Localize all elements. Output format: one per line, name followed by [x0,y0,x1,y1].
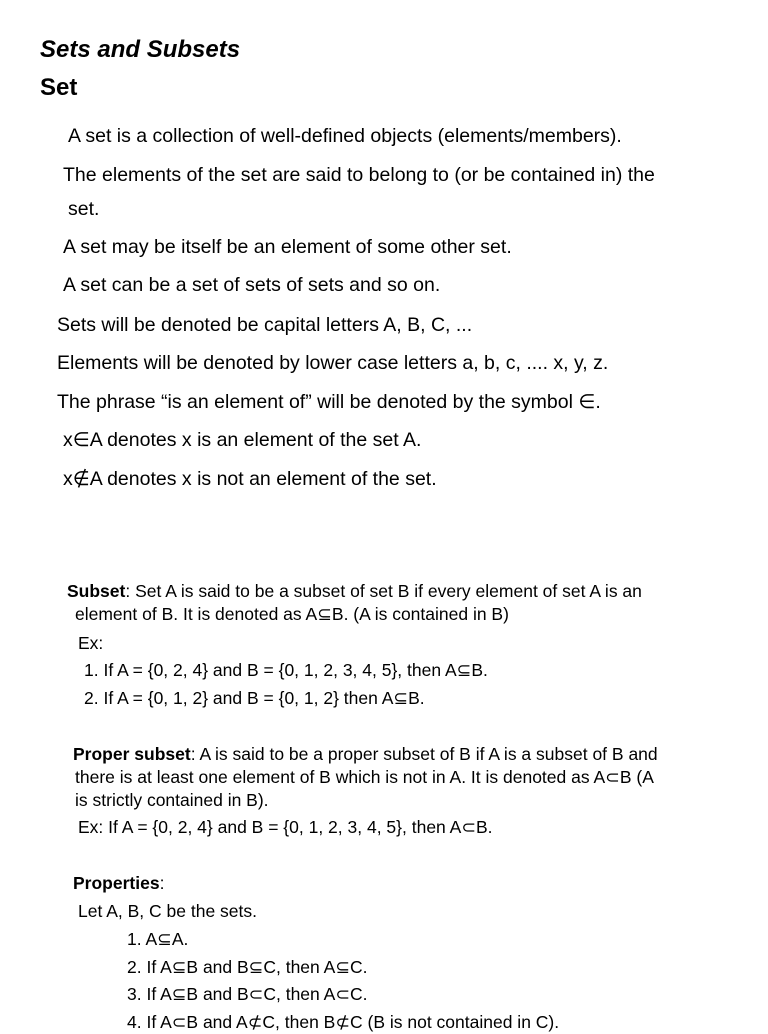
proper-subset-definition-text: : A is said to be a proper subset of B if A is a subset of B and [190,744,658,764]
subset-definition-cont: element of B. It is denoted as A⊆B. (A is contained in B) [75,604,509,624]
subset-example-1: 1. If A = {0, 2, 4} and B = {0, 1, 2, 3, 4, 5}, then A⊆B. [84,660,488,680]
set-line-7: The phrase “is an element of” will be denoted by the symbol ∈. [57,391,601,413]
subset-example-2: 2. If A = {0, 1, 2} and B = {0, 1, 2} then A⊆B. [84,688,425,708]
properties-heading [73,872,164,895]
property-2: 2. If A⊆B and B⊆C, then A⊆C. [127,957,368,977]
set-line-4: A set can be a set of sets of sets and so on. [63,274,441,296]
proper-subset-definition [73,743,658,766]
set-line-5: Sets will be denoted be capital letters A, B, C, ... [57,314,473,336]
properties-term: Properties [73,873,160,893]
properties-colon: : [159,873,165,893]
page-title: Sets and Subsets [40,36,241,63]
property-1: 1. A⊆A. [127,929,189,949]
set-line-8: x∈A denotes x is an element of the set A. [63,429,422,451]
proper-subset-definition-cont: there is at least one element of B which is not in A. It is denoted as A⊂B (A [75,767,654,787]
subset-term: Subset [67,581,126,601]
subset-definition [67,580,642,603]
proper-subset-term: Proper subset [73,744,191,764]
property-3: 3. If A⊆B and B⊂C, then A⊂C. [127,984,368,1004]
set-line-2-cont: set. [68,198,100,220]
set-line-6: Elements will be denoted by lower case letters a, b, c, .... x, y, z. [57,352,609,374]
subset-definition-text: : Set A is said to be a subset of set B if every element of set A is an [125,581,642,601]
set-line-2: The elements of the set are said to belong to (or be contained in) the [63,164,655,186]
set-line-9: x∉A denotes x is not an element of the set. [63,468,437,490]
property-4: 4. If A⊂B and A⊄C, then B⊄C (B is not contained in C). [127,1012,560,1032]
section-heading-set: Set [40,74,78,101]
properties-intro: Let A, B, C be the sets. [78,901,257,921]
subset-ex-label: Ex: [78,633,104,653]
set-line-3: A set may be itself be an element of some other set. [63,236,512,258]
proper-subset-example: Ex: If A = {0, 2, 4} and B = {0, 1, 2, 3, 4, 5}, then A⊂B. [78,817,493,837]
proper-subset-definition-cont-2: is strictly contained in B). [75,790,269,810]
set-line-1: A set is a collection of well-defined objects (elements/members). [68,125,622,147]
